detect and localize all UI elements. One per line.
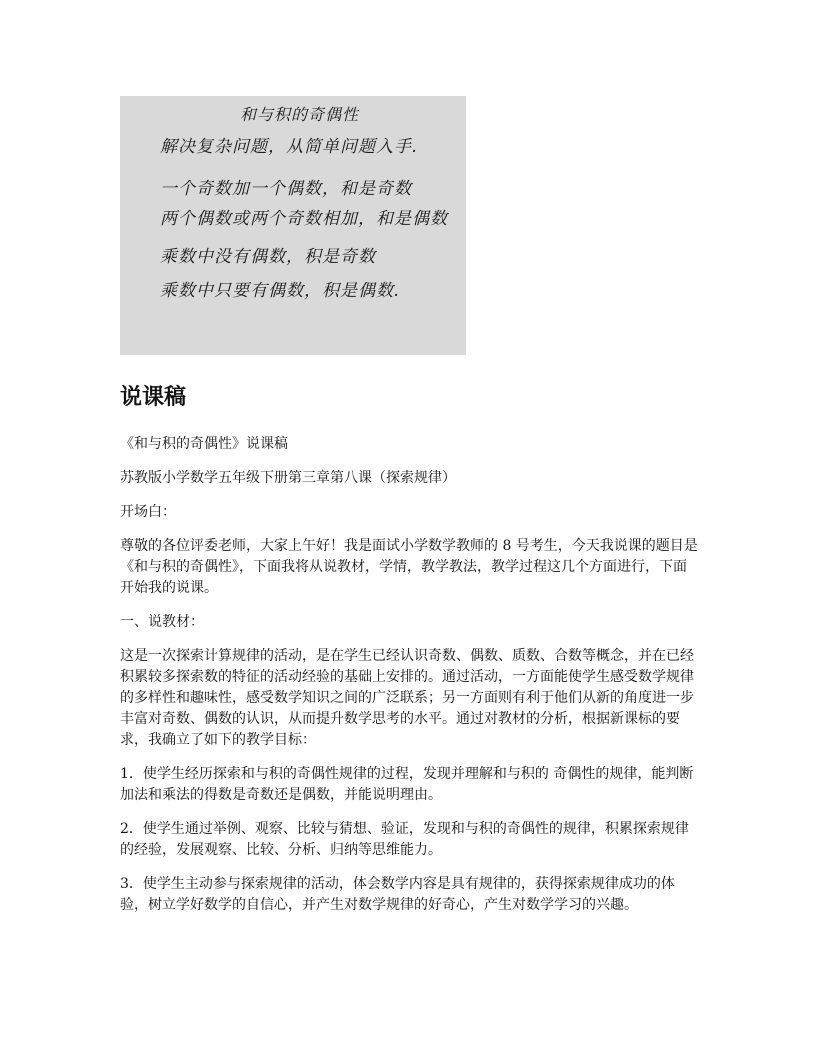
- photo-line: 一个奇数加一个偶数，和是奇数: [160, 179, 412, 199]
- greeting-paragraph: 尊敬的各位评委老师，大家上午好！我是面试小学数学教师的 8 号考生，今天我说课的题目是《和与积的奇偶性》，下面我将从说教材，学情，教学教法，教学过程这几个方面进行，下面开始我的说课。: [120, 538, 698, 596]
- course-info: 苏教版小学数学五年级下册第三章第八课（探索规律）: [120, 470, 456, 486]
- photo-line: 两个偶数或两个奇数相加，和是偶数: [160, 209, 448, 229]
- page-title: 说课稿: [120, 385, 187, 410]
- photo-line: 乘数中没有偶数，积是奇数: [160, 247, 376, 267]
- photo-line: 乘数中只要有偶数，积是偶数.: [160, 281, 401, 301]
- goal-item: 1．使学生经历探索和与积的奇偶性规律的过程，发现并理解和与积的 奇偶性的规律，能判断加法和乘法的得数是奇数还是偶数，并能说明理由。: [120, 766, 694, 803]
- goal-item: 2．使学生通过举例、观察、比较与猜想、验证，发现和与积的奇偶性的规律，积累探索规律的经验，发展观察、比较、分析、归纳等思维能力。: [120, 821, 689, 858]
- body-paragraph: 这是一次探索计算规律的活动，是在学生已经认识奇数、偶数、质数、合数等概念，并在已经积累较多探索数的特征的活动经验的基础上安排的。通过活动，一方面能使学生感受数学规律的多样性和趣味性，感受数学知识之间的广泛联系；另一方面则有利于他们从新的角度进一步丰富对奇数、偶数的认识，从而提升数学思考的水平。通过对教材的分析，根据新课标的要求，我确立了如下的教学目标：: [120, 648, 694, 748]
- document-page: [120, 96, 700, 916]
- photo-line: 和与积的奇偶性: [240, 105, 360, 124]
- opening-label: 开场白：: [120, 504, 176, 520]
- lesson-title: 《和与积的奇偶性》说课稿: [120, 436, 288, 452]
- section-heading: 一、说教材：: [120, 614, 204, 630]
- photo-line: 解决复杂问题，从简单问题入手.: [160, 137, 419, 157]
- goal-item: 3．使学生主动参与探索规律的活动，体会数学内容是具有规律的，获得探索规律成功的体验，树立学好数学的自信心，并产生对数学规律的好奇心，产生对数学学习的兴趣。: [120, 876, 675, 913]
- handwritten-notes-photo: [120, 96, 466, 355]
